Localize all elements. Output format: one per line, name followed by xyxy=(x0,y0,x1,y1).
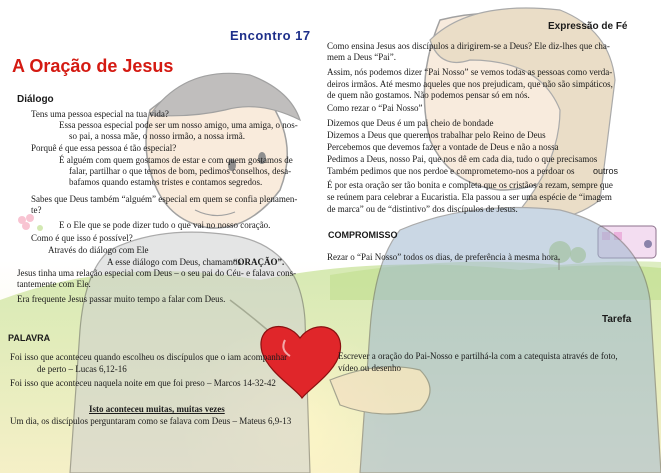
expressao-line: Pedimos a Deus, nosso Pai, que nos dê em cada dia, tudo o que precisamos xyxy=(327,154,598,164)
tarefa-line: Escrever a oração do Pai-Nosso e partilhá-la com a catequista através de foto, xyxy=(338,351,618,361)
isto-text: Um dia, os discípulos perguntaram como se falava com Deus – Mateus 6,9-13 xyxy=(10,416,292,426)
left-page xyxy=(0,0,330,473)
dialogo-line: Jesus tinha uma relação especial com Deus – o seu pai do Céu- e falava cons- xyxy=(17,268,297,278)
dialogo-line: so pai, a nossa mãe, o nosso irmão, a nossa irmã. xyxy=(69,131,245,141)
palavra-line: Foi isso que aconteceu quando escolheu os discípulos que o iam acompanhar xyxy=(10,352,288,362)
palavra-line: Foi isso que aconteceu naquela noite em que foi preso – Marcos 14-32-42 xyxy=(10,378,276,388)
expressao-line: Assim, nós podemos dizer “Pai Nosso” se vemos todas as pessoas como verda- xyxy=(327,67,613,77)
dialogo-line: Como é que isso é possível? xyxy=(31,233,133,243)
dialogo-line: Sabes que Deus também “alguém” especial em quem se confia plenamen- xyxy=(31,194,298,204)
oracao-emphasis: “ORAÇÃO”. xyxy=(233,257,285,267)
tarefa-heading: Tarefa xyxy=(602,314,632,325)
compromisso-heading: COMPROMISSO xyxy=(328,230,398,240)
expressao-line: outros xyxy=(593,166,619,176)
dialogo-line: falar, partilhar o que temos de bom, pedimos conselhos, desa- xyxy=(69,166,292,176)
expressao-line: Dizemos que Deus é um pai cheio de bondade xyxy=(327,118,494,128)
tarefa-line: vídeo ou desenho xyxy=(338,363,401,373)
dialogo-line: tantemente com Ele. xyxy=(17,279,91,289)
expressao-line: de marca” ou de “distintivo” dos discípulos de Jesus. xyxy=(327,204,518,214)
expressao-line: Percebemos que devemos fazer a vontade de Deus e não a nossa xyxy=(327,142,559,152)
page-title: A Oração de Jesus xyxy=(12,56,174,76)
expressao-line: deiros irmãos. Até mesmo aqueles que nos prejudicam, que não são simpáticos, xyxy=(327,79,613,89)
expressao-line: Também pedimos que nos perdoe e comprometemo-nos a perdoar os xyxy=(327,166,575,176)
dialogo-line: Tens uma pessoa especial na tua vida? xyxy=(31,109,169,119)
encontro-label: Encontro 17 xyxy=(230,28,311,43)
dialogo-line: Era frequente Jesus passar muito tempo a falar com Deus. xyxy=(17,294,226,304)
dialogo-line: A esse diálogo com Deus, chamamos xyxy=(107,257,241,267)
expressao-line: mem a Deus “Pai”. xyxy=(327,52,396,62)
expressao-heading: Expressão de Fé xyxy=(548,21,628,32)
dialogo-line: E o Ele que se pode dizer tudo o que vai no nosso coração. xyxy=(59,220,271,230)
expressao-line: de quem não gostamos. Não podemos pensar só em nós. xyxy=(327,90,530,100)
expressao-line: Como rezar o “Pai Nosso” xyxy=(327,103,423,113)
expressao-line: se reúnem para celebrar a Eucaristia. Ela passou a ser uma espécie de “imagem xyxy=(327,192,612,202)
right-page xyxy=(327,0,661,473)
dialogo-line: te? xyxy=(31,205,42,215)
dialogo-line: É alguém com quem gostamos de estar e com quem gostamos de xyxy=(59,155,293,165)
expressao-line: Dizemos a Deus que queremos trabalhar pelo Reino de Deus xyxy=(327,130,546,140)
compromisso-text: Rezar o “Pai Nosso” todos os dias, de preferência à mesma hora. xyxy=(327,252,561,262)
palavra-line: de perto – Lucas 6,12-16 xyxy=(37,364,127,374)
expressao-line: Como ensina Jesus aos discípulos a dirigirem-se a Deus? Ele diz-lhes que cha- xyxy=(327,41,610,51)
isto-heading: Isto aconteceu muitas, muitas vezes xyxy=(89,404,225,414)
dialogo-line: Porquê é que essa pessoa é tão especial? xyxy=(31,143,177,153)
dialogo-line: Essa pessoa especial pode ser um nosso amigo, uma amiga, o nos- xyxy=(59,120,298,130)
palavra-heading: PALAVRA xyxy=(8,333,51,343)
dialogo-heading: Diálogo xyxy=(17,94,54,105)
dialogo-line: bafamos quando estamos tristes e contamos segredos. xyxy=(69,177,263,187)
dialogo-line: Através do diálogo com Ele xyxy=(48,245,149,255)
expressao-line: É por esta oração ser tão bonita e completa que os cristãos a rezam, sempre que xyxy=(327,180,613,190)
